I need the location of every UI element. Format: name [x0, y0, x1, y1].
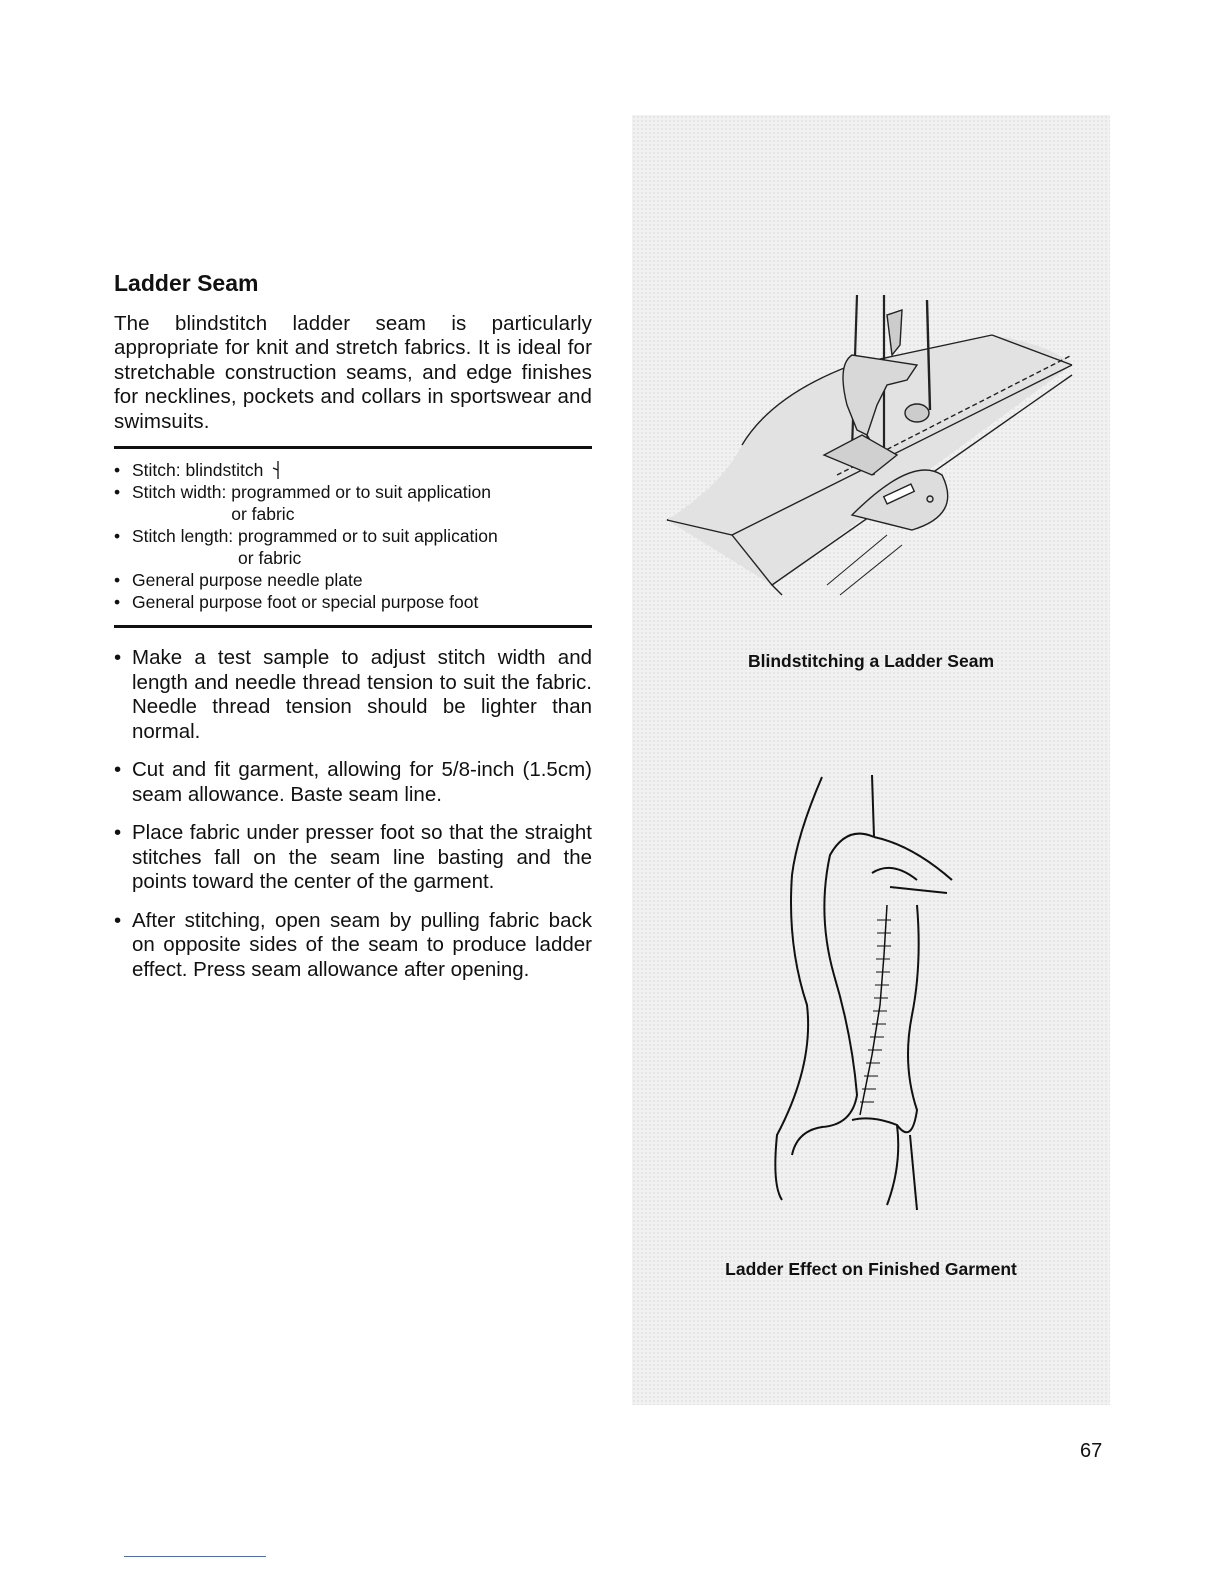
spec-value — [231, 481, 491, 525]
presser-foot-illustration — [662, 285, 1082, 605]
spec-item-foot — [114, 591, 592, 613]
intro-paragraph: The blindstitch ladder seam is particularly appropriate for knit and stretch fabrics. It is ideal for stretchable construction seams, and edge finishes for necklines, pockets and collars in sportswear and swimsuits. — [114, 311, 592, 433]
spec-key: Stitch: — [132, 460, 181, 481]
footer-line — [124, 1556, 266, 1557]
spec-value: General purpose needle plate — [132, 570, 363, 591]
spec-value — [238, 525, 498, 569]
garment-illustration — [712, 765, 1032, 1215]
spec-item-stitch — [114, 459, 592, 481]
illustration-panel — [632, 115, 1110, 1405]
spec-key: Stitch length: — [132, 526, 234, 547]
figure-caption-2: Ladder Effect on Finished Garment — [725, 1259, 1017, 1279]
spec-value: General purpose foot or special purpose foot — [132, 592, 479, 613]
page-number: 67 — [1080, 1440, 1103, 1462]
spec-value-line1: programmed or to suit application — [231, 482, 491, 503]
spec-value: blindstitch — [185, 460, 264, 481]
step-item: • Make a test sample to adjust stitch width and length and needle thread tension to suit the fabric. Needle thread tension should be lighter than normal. — [114, 646, 592, 744]
figure-caption-1: Blindstitching a Ladder Seam — [747, 651, 995, 671]
blindstitch-symbol-icon — [272, 461, 280, 479]
step-item: • After stitching, open seam by pulling fabric back on opposite sides of the seam to produce ladder effect. Press seam allowance after opening. — [114, 909, 592, 983]
step-item: • Cut and fit garment, allowing for 5/8-inch (1.5cm) seam allowance. Baste seam line. — [114, 758, 592, 807]
settings-list — [114, 449, 592, 625]
spec-item-needle-plate — [114, 569, 592, 591]
section-heading: Ladder Seam — [114, 270, 259, 296]
spec-key: Stitch width: — [132, 482, 227, 503]
spec-value-line2: or fabric — [231, 504, 295, 525]
spec-item-length — [114, 525, 592, 569]
spec-value-line2: or fabric — [238, 548, 302, 569]
instruction-steps — [114, 628, 592, 982]
step-item: • Place fabric under presser foot so that the straight stitches fall on the seam line basting and the points toward the center of the garment. — [114, 821, 592, 895]
spec-value-line1: programmed or to suit application — [238, 526, 498, 547]
main-text-column — [114, 270, 592, 996]
spec-item-width — [114, 481, 592, 525]
